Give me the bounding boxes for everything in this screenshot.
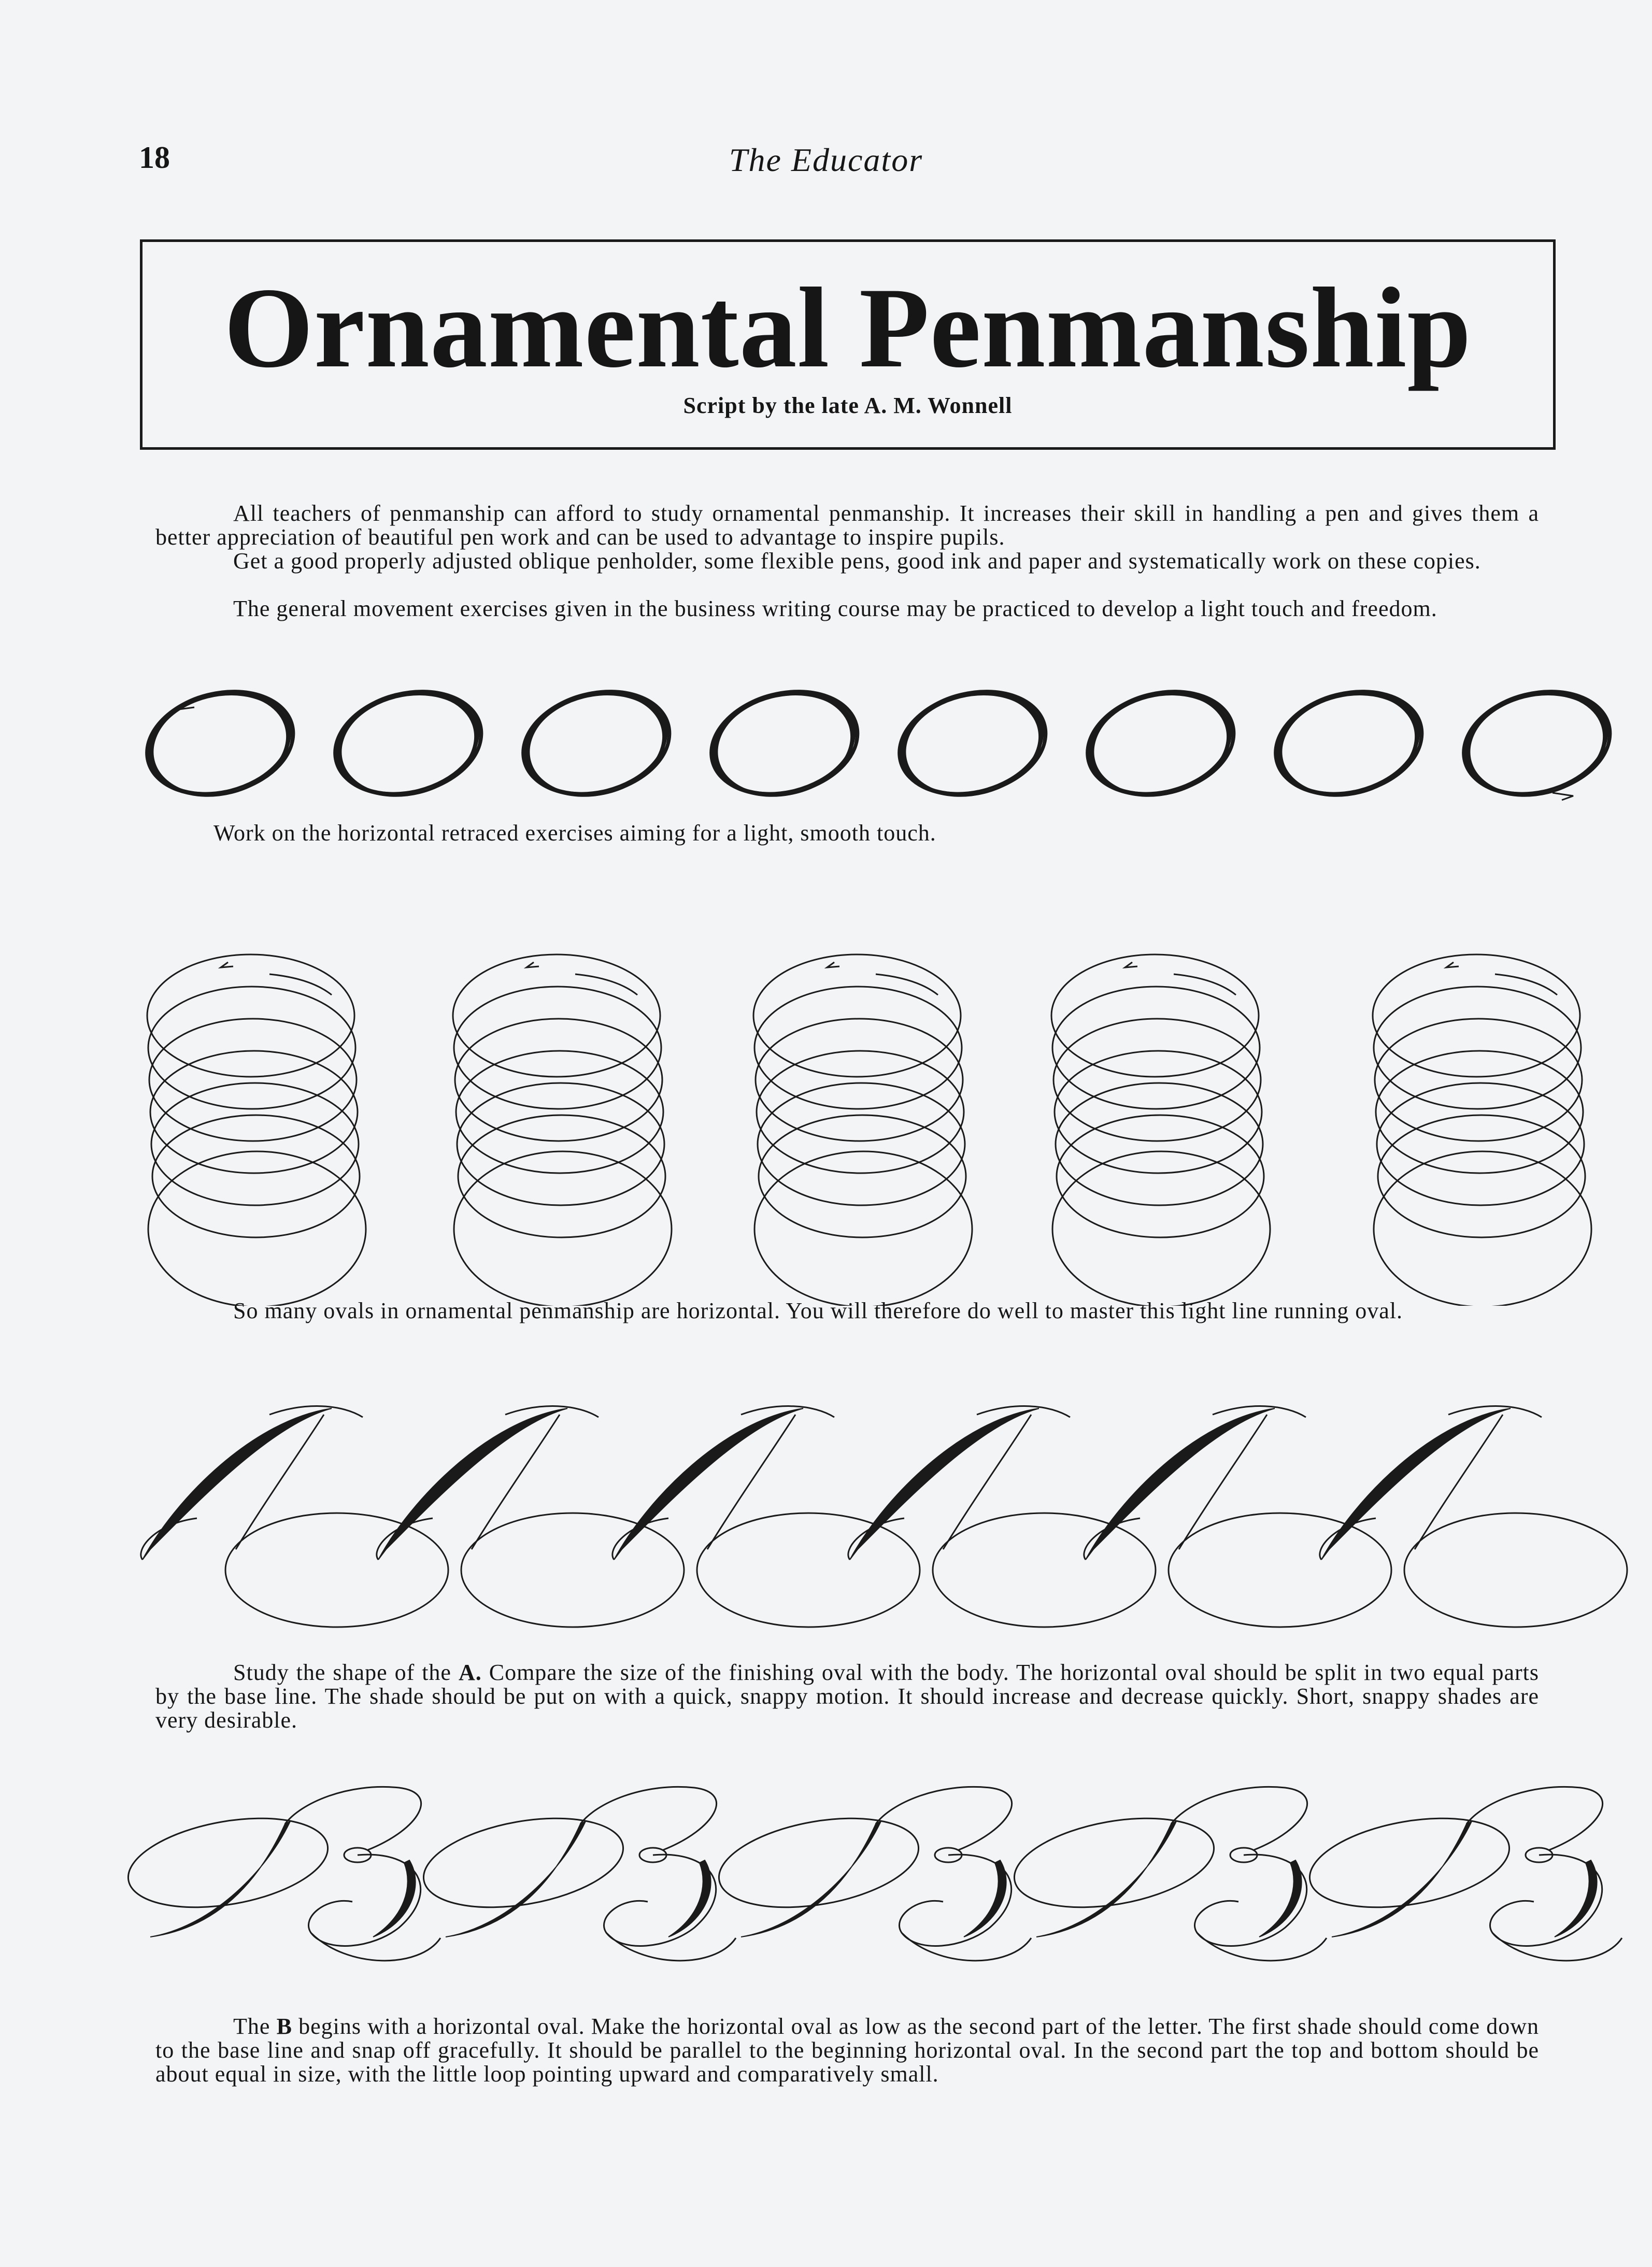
intro-paragraph: The general movement exercises given in the business writing course may be practiced to develop a light touch and freedom. [233, 596, 1437, 621]
letter-a-plate [0, 1394, 1652, 1648]
running-head: The Educator [729, 141, 923, 178]
retraced-ovals-plate [0, 679, 1652, 814]
retraced-oval-icon [511, 679, 682, 810]
stacked-oval-icon [147, 954, 366, 1306]
retraced-oval-icon [1451, 679, 1622, 810]
letter-a-caption [155, 1661, 1539, 1732]
retraced-caption: Work on the horizontal retraced exercises aiming for a light, smooth touch. [213, 820, 936, 846]
letter-b-caption [155, 2015, 1539, 2086]
script-capital-a-icon [613, 1406, 920, 1627]
script-capital-a-icon [377, 1406, 684, 1627]
title-box [140, 239, 1556, 450]
retraced-oval-icon [1263, 679, 1434, 810]
light-line-caption: So many ovals in ornamental penmanship are horizontal. You will therefore do well to master this light line running oval. [233, 1298, 1403, 1323]
letter-b-caption-rest: begins with a horizontal oval. Make the horizontal oval as low as the second part of the letter. The first shade should come down to the base line and snap off gracefully. It should be parallel to the beginning horizontal oval. In the second part the top and bottom should be about equal in size, with the little loop pointing upward and comparatively small. [155, 2014, 1539, 2087]
script-capital-a-icon [848, 1406, 1156, 1627]
script-capital-b-icon [712, 1787, 1031, 1960]
stacked-ovals-plate [0, 912, 1652, 1306]
letter-a-caption-rest: Compare the size of the finishing oval with the body. The horizontal oval should be split in two equal parts by the base line. The shade should be put on with a quick, snappy motion. It should increase and decrease quickly. Short, snappy shades are very desirable. [155, 1660, 1539, 1733]
script-capital-a-icon [1320, 1406, 1627, 1627]
letter-b-plate [0, 1772, 1652, 2021]
script-capital-b-icon [1303, 1787, 1622, 1960]
retraced-oval-icon [699, 679, 870, 810]
retraced-oval-icon [135, 679, 306, 810]
script-capital-b-icon [121, 1787, 440, 1960]
stacked-oval-icon [1373, 954, 1591, 1306]
intro-paragraph: Get a good properly adjusted oblique penholder, some flexible pens, good ink and paper and systematically work on these copies. [233, 548, 1481, 574]
script-capital-a-icon [1084, 1406, 1391, 1627]
retraced-oval-icon [1075, 679, 1246, 810]
page-number: 18 [139, 140, 170, 175]
stacked-oval-icon [1051, 954, 1270, 1306]
retraced-oval-icon [887, 679, 1058, 810]
letter-a-caption-lead: Study the shape of the [233, 1660, 459, 1685]
stacked-oval-icon [453, 954, 672, 1306]
intro-text [155, 502, 1539, 621]
letter-a-glyph: A. [458, 1660, 482, 1685]
script-capital-b-icon [1007, 1787, 1327, 1960]
script-capital-a-icon [141, 1406, 448, 1627]
letter-b-caption-lead: The [233, 2014, 277, 2039]
intro-paragraph: All teachers of penmanship can afford to study ornamental penmanship. It increases their skill in handling a pen and gives them a better appreciation of beautiful pen work and can be used to advantage to inspire pupils. [155, 501, 1539, 550]
retraced-oval-icon [323, 679, 494, 810]
letter-b-glyph: B [276, 2014, 292, 2039]
script-capital-b-icon [417, 1787, 736, 1960]
stacked-oval-icon [753, 954, 972, 1306]
article-title: Ornamental Penmanship [224, 264, 1472, 392]
article-byline: Script by the late A. M. Wonnell [683, 393, 1013, 418]
